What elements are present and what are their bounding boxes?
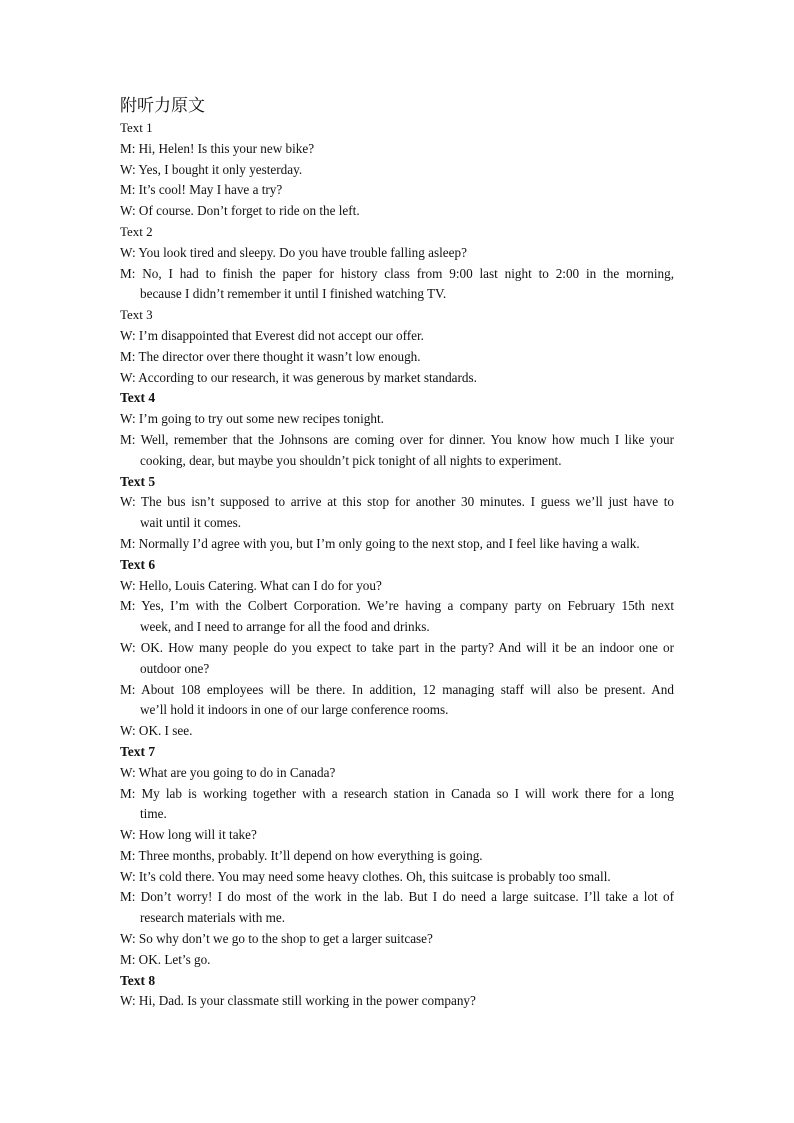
section-heading: Text 8 [120,972,156,988]
dialogue-line: W: Yes, I bought it only yesterday. [120,161,303,177]
section-heading: Text 1 [120,120,153,135]
section-heading: Text 3 [120,307,153,323]
dialogue-line: W: Hello, Louis Catering. What can I do for you? [120,577,382,593]
section-heading: Text 2 [120,223,153,239]
dialogue-line [120,638,674,680]
dialogue-line: W: You look tired and sleepy. Do you have trouble falling asleep? [120,244,467,260]
dialogue-line [120,680,674,722]
dialogue-line: W: I’m going to try out some new recipes tonight. [120,411,384,427]
dialogue-line: M: It’s cool! May I have a try? [120,182,283,198]
dialogue-line-continuation: research materials with me. [140,910,285,926]
dialogue-line-continuation: because I didn’t remember it until I finished watching TV. [140,286,447,302]
dialogue-line: W: OK. I see. [120,723,193,739]
dialogue-line: W: How long will it take? [120,827,257,843]
dialogue-line-continuation: outdoor one? [140,660,210,676]
dialogue-line-first: M: About 108 employees will be there. In addition, 12 managing staff will also be present. And [120,681,674,697]
dialogue-line-first: M: Don’t worry! I do most of the work in the lab. But I do need a large suitcase. I’ll take a lot of [120,889,674,905]
dialogue-line-first: M: Well, remember that the Johnsons are coming over for dinner. You know how much I like your [120,431,674,447]
dialogue-line: W: So why don’t we go to the shop to get a larger suitcase? [120,931,433,947]
section-heading: Text 7 [120,743,156,759]
dialogue-line-continuation: week, and I need to arrange for all the food and drinks. [140,619,430,635]
dialogue-line-first: W: The bus isn’t supposed to arrive at this stop for another 30 minutes. I guess we’ll just have to [120,494,674,510]
dialogue-line-first: M: No, I had to finish the paper for history class from 9:00 last night to 2:00 in the morning, [120,265,674,281]
dialogue-line: W: It’s cold there. You may need some heavy clothes. Oh, this suitcase is probably too small. [120,868,611,884]
section-heading: Text 4 [120,390,156,406]
dialogue-line: M: Hi, Helen! Is this your new bike? [120,140,315,156]
dialogue-line-first: M: Yes, I’m with the Colbert Corporation. We’re having a company party on February 15th next [120,598,674,614]
dialogue-line-first: W: OK. How many people do you expect to take part in the party? And will it be an indoor one or [120,639,674,655]
dialogue-line [120,430,674,472]
section-heading: Text 6 [120,556,156,572]
dialogue-line: M: The director over there thought it wasn’t low enough. [120,348,421,364]
dialogue-line: W: Hi, Dad. Is your classmate still working in the power company? [120,993,476,1009]
dialogue-line: W: According to our research, it was generous by market standards. [120,369,477,385]
dialogue-line-continuation: wait until it comes. [140,515,242,531]
dialogue-line-continuation: time. [140,806,167,822]
dialogue-line: W: I’m disappointed that Everest did not accept our offer. [120,327,424,343]
dialogue-line [120,264,674,306]
dialogue-line-first: M: My lab is working together with a research station in Canada so I will work there for a long [120,785,674,801]
dialogue-line: W: What are you going to do in Canada? [120,764,336,780]
document-title: 附听力原文 [120,96,205,116]
dialogue-line [120,596,674,638]
dialogue-line-continuation: cooking, dear, but maybe you shouldn’t pick tonight of all nights to experiment. [140,452,562,468]
dialogue-line [120,887,674,929]
dialogue-line: M: OK. Let’s go. [120,951,211,967]
transcript-sections [120,118,674,1012]
dialogue-line [120,492,674,534]
dialogue-line: W: Of course. Don’t forget to ride on the left. [120,203,360,219]
dialogue-line: M: Normally I’d agree with you, but I’m only going to the next stop, and I feel like having a walk. [120,535,640,551]
section-heading: Text 5 [120,473,156,489]
dialogue-line [120,784,674,826]
dialogue-line-continuation: we’ll hold it indoors in one of our large conference rooms. [140,702,449,718]
transcript-document [120,94,674,1012]
dialogue-line: M: Three months, probably. It’ll depend on how everything is going. [120,847,483,863]
